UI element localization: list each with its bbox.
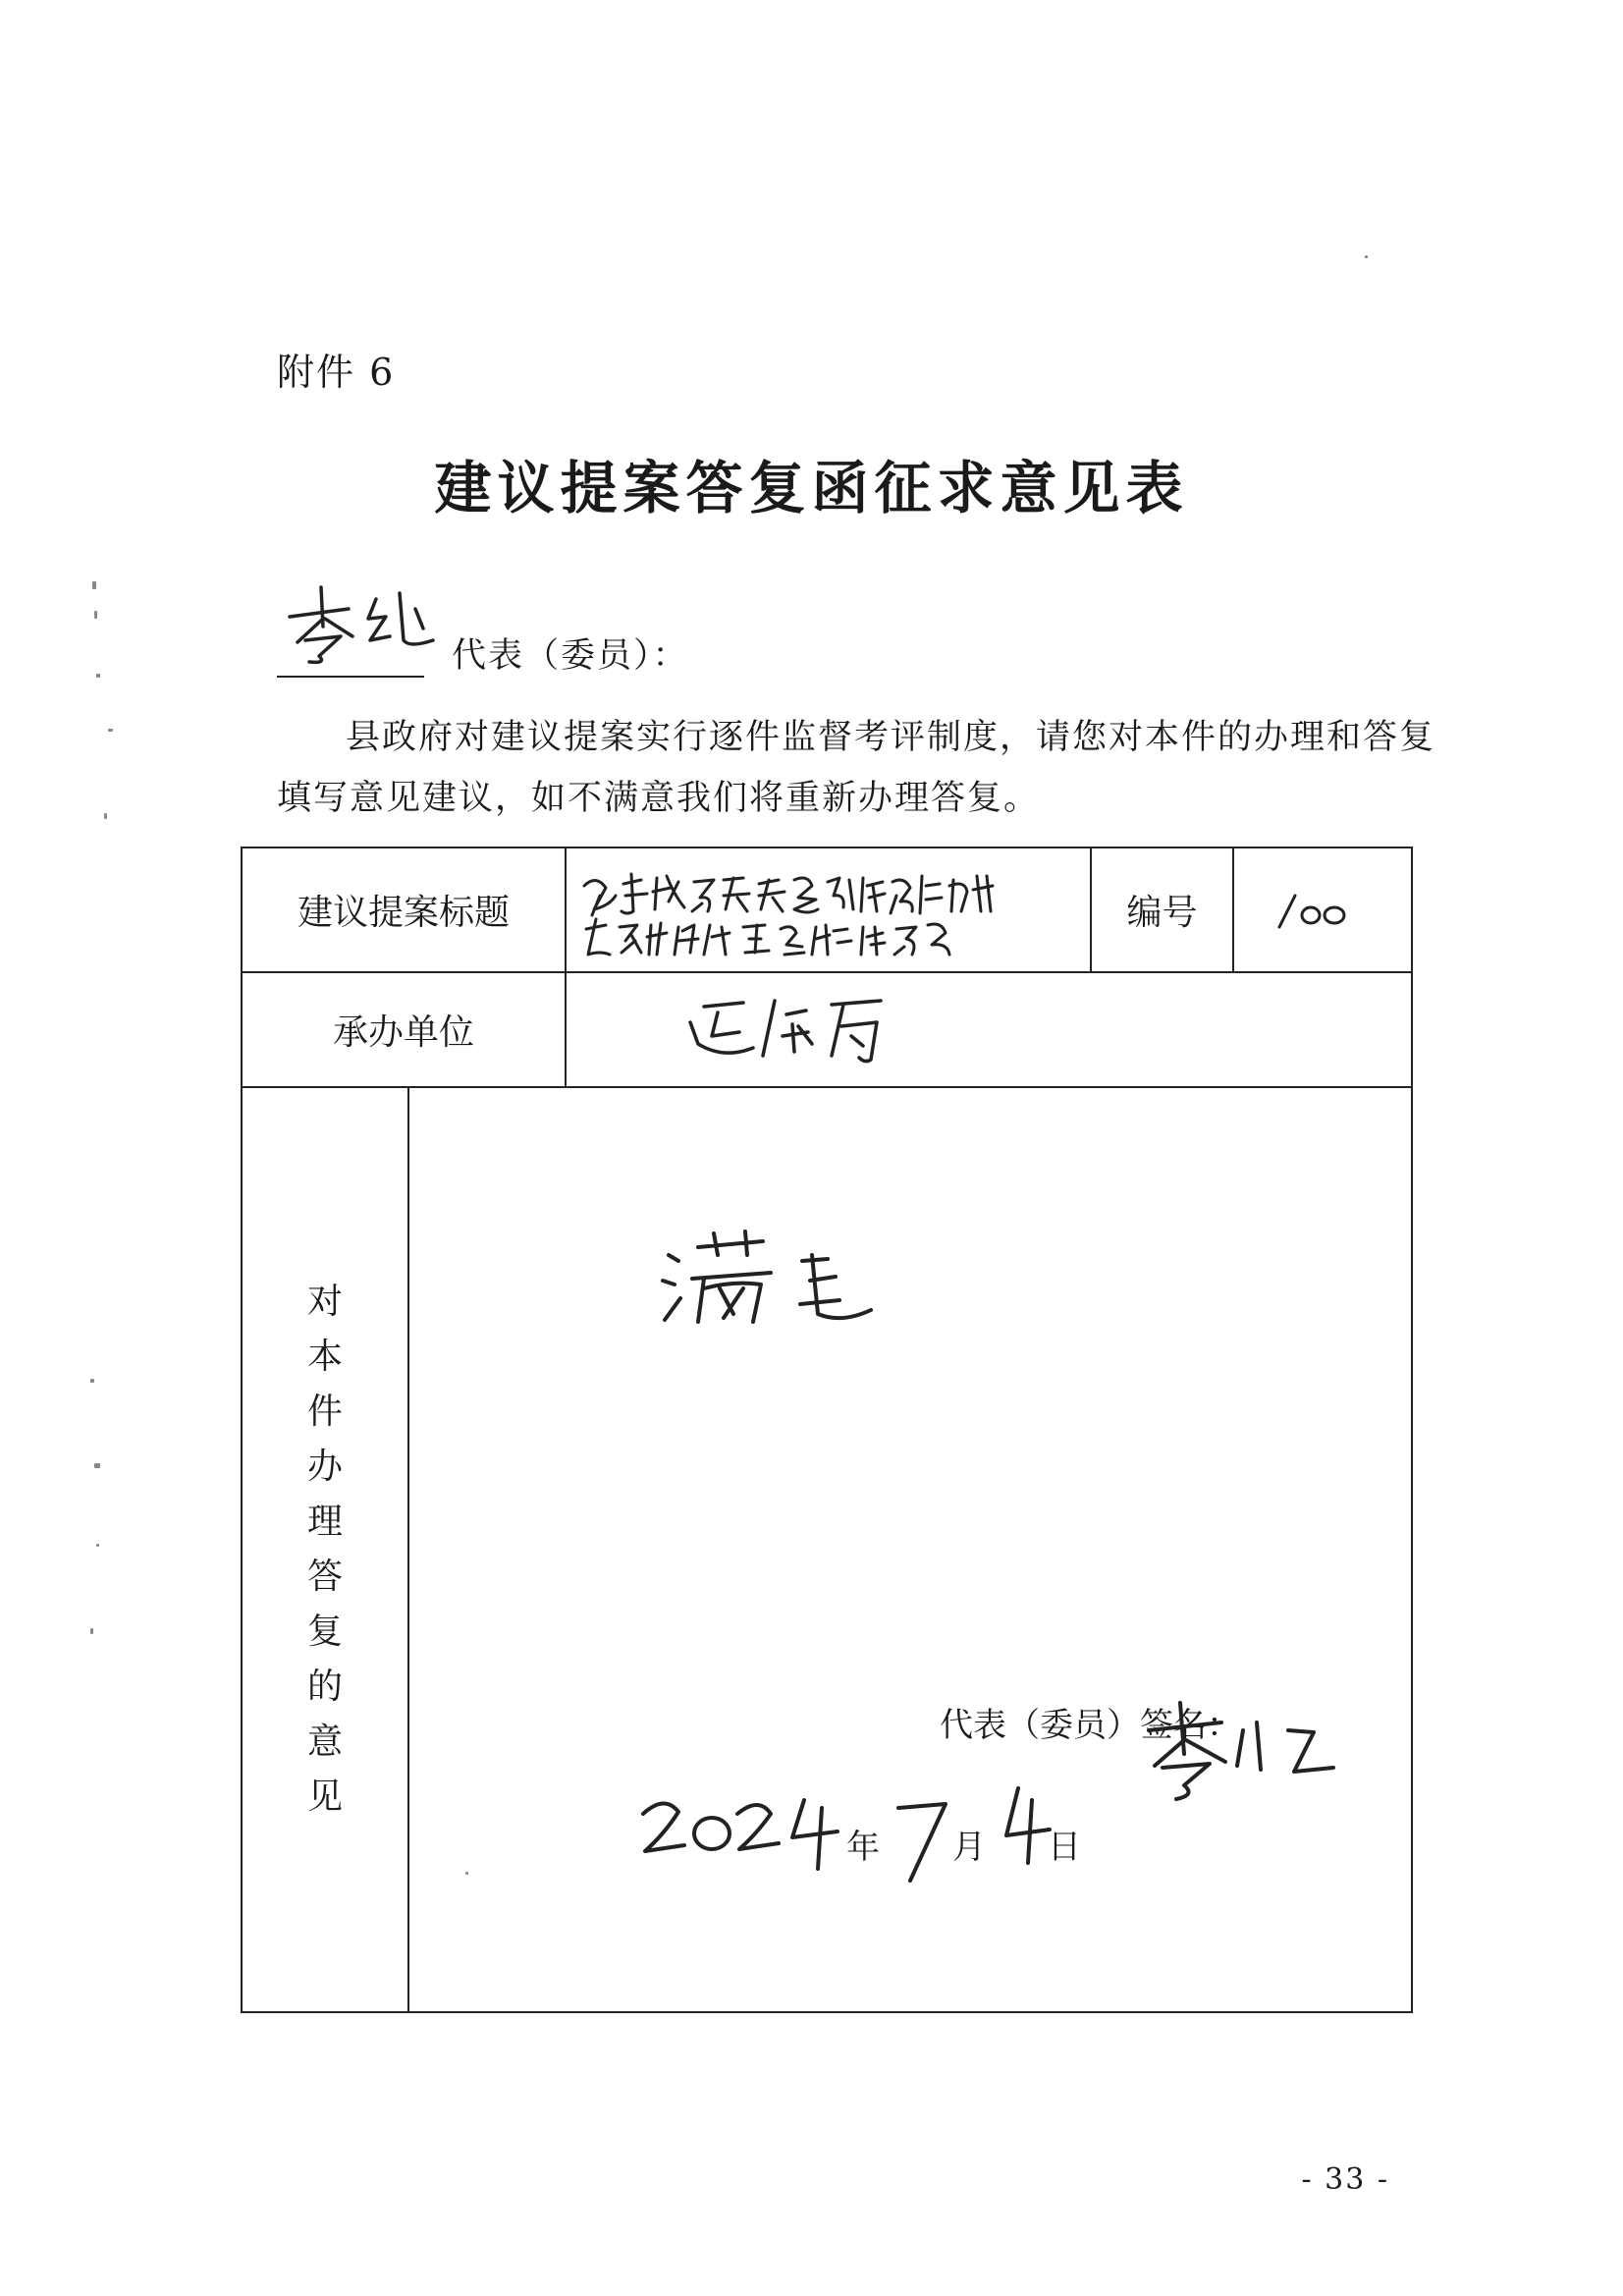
salutation-handwritten-name bbox=[280, 579, 447, 668]
scan-speck bbox=[108, 729, 113, 732]
handwritten-proposal-number bbox=[1273, 888, 1362, 937]
scan-speck bbox=[104, 813, 107, 819]
scan-speck bbox=[90, 1628, 93, 1634]
date-month-unit: 月 bbox=[952, 1828, 986, 1867]
number-label-cell bbox=[1091, 847, 1233, 972]
intro-paragraph: 县政府对建议提案实行逐件监督考评制度，请您对本件的办理和答复填写意见建议，如不满意我们将重新办理答复。 bbox=[277, 718, 1436, 818]
handwritten-opinion bbox=[655, 1226, 910, 1343]
number-value-cell bbox=[1233, 847, 1412, 972]
attachment-label: 附件 6 bbox=[277, 351, 396, 394]
handwritten-proposal-title bbox=[576, 856, 1087, 966]
scan-speck bbox=[90, 1379, 94, 1383]
scan-speck bbox=[96, 674, 100, 678]
opinion-form-table bbox=[241, 847, 1413, 2013]
page-title: 建议提案答复函征求意见表 bbox=[434, 455, 1189, 521]
title-label-cell bbox=[242, 847, 566, 972]
opinion-label-cell bbox=[242, 1087, 408, 2012]
handwritten-unit-name bbox=[684, 987, 900, 1075]
number-label: 编号 bbox=[1126, 893, 1198, 933]
scan-speck bbox=[94, 1463, 100, 1468]
unit-label: 承办单位 bbox=[333, 1012, 475, 1053]
scan-speck bbox=[465, 1872, 468, 1875]
title-value-cell bbox=[566, 847, 1091, 972]
handwritten-signature bbox=[1141, 1697, 1357, 1805]
unit-label-cell bbox=[242, 972, 566, 1087]
unit-value-cell bbox=[566, 972, 1412, 1087]
page-number: - 33 - bbox=[1301, 2162, 1389, 2197]
scan-speck bbox=[92, 581, 96, 589]
salutation-suffix: 代表（委员）： bbox=[452, 636, 689, 676]
date-day-unit: 日 bbox=[1048, 1828, 1081, 1867]
scan-speck bbox=[96, 1544, 99, 1547]
scan-speck bbox=[94, 611, 97, 619]
handwritten-date-year bbox=[635, 1790, 861, 1879]
opinion-label: 对本件办理答复的意见 bbox=[306, 1282, 343, 1817]
date-year-unit: 年 bbox=[846, 1828, 880, 1867]
scan-speck bbox=[1365, 255, 1368, 258]
title-label: 建议提案标题 bbox=[298, 893, 511, 933]
opinion-value-cell bbox=[408, 1087, 1412, 2012]
handwritten-date-month bbox=[893, 1790, 961, 1888]
signature-label: 代表（委员）签名： bbox=[940, 1706, 1240, 1745]
